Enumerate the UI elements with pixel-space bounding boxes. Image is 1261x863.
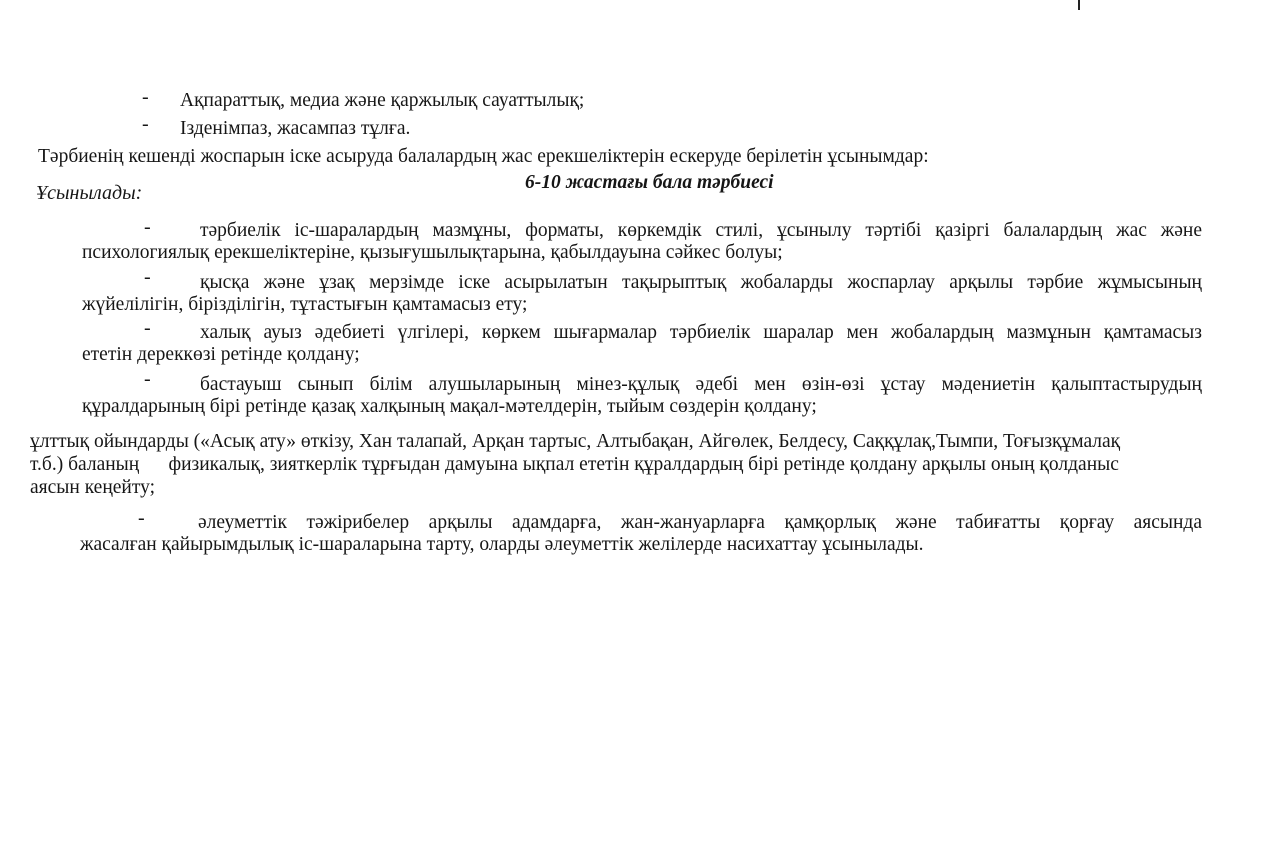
- recommendation-line: құралдарының бірі ретінде қазақ халқының мақал-мәтелдерін, тыйым сөздерін қолдану;: [82, 395, 817, 417]
- national-games-line: т.б.) баланың физикалық, зияткерлік тұрғыдан дамуына ықпал ететін құралдардың бірі ретінде қолдану арқылы оның қолданыс: [30, 454, 1119, 475]
- national-games-line: аясын кеңейту;: [30, 477, 156, 498]
- recommendation-line: ететін дереккөзі ретінде қолдану;: [82, 343, 360, 365]
- recommendation-line: халық ауыз әдебиеті үлгілері, көркем шығармалар тәрбиелік шаралар мен жобалардың мазмұнын қамтамасыз: [200, 322, 1202, 343]
- bullet-text-creative-person: Ізденімпаз, жасампаз тұлға.: [180, 118, 411, 139]
- recommendation-line: қысқа және ұзақ мерзімде іске асырылатын тақырыптық жобаларды жоспарлау арқылы тәрбие жұмысының: [200, 272, 1202, 293]
- bullet-marker: -: [144, 266, 151, 288]
- intro-sentence: Тәрбиенің кешенді жоспарын іске асыруда балалардың жас ерекшеліктерін ескеруде берілетін ұсынымдар:: [38, 146, 929, 167]
- bullet-marker: -: [142, 113, 149, 135]
- bullet-marker: -: [144, 216, 151, 238]
- recommend-label: Ұсынылады:: [36, 182, 143, 204]
- recommendation-item: [82, 322, 1202, 366]
- recommendation-line: тәрбиелік іс-шаралардың мазмұны, форматы, көркемдік стилі, ұсынылу тәртібі қазіргі балалардың жас және: [200, 220, 1202, 241]
- recommendation-line: бастауыш сынып білім алушыларының мінез-құлық әдебі мен өзін-өзі ұстау мәдениетін қалыптастырудың: [200, 374, 1202, 395]
- bullet-marker: -: [142, 86, 149, 108]
- page-edge-mark: [1078, 0, 1080, 10]
- age-group-subheading: 6-10 жастағы бала тәрбиесі: [525, 172, 774, 193]
- bullet-marker: -: [144, 368, 151, 390]
- recommendation-item: [82, 272, 1202, 316]
- recommendation-item: [82, 374, 1202, 418]
- national-games-line: ұлттық ойындарды («Асық ату» өткізу, Хан талапай, Арқан тартыс, Алтыбақан, Айгөлек, Белдесу, Саққұлақ,Тымпи, Тоғызқұмалақ: [30, 431, 1121, 452]
- bullet-marker: -: [138, 507, 145, 529]
- bullet-marker: -: [144, 317, 151, 339]
- recommendation-item: [82, 220, 1202, 264]
- recommendation-line: жүйелілігін, бірізділігін, тұтастығын қамтамасыз ету;: [82, 293, 528, 315]
- recommendation-line: жасалған қайырымдылық іс-шараларына тарту, оларды әлеуметтік желілерде насихаттау ұсынылады.: [80, 533, 924, 555]
- bullet-text-media-literacy: Ақпараттық, медиа және қаржылық сауаттылық;: [180, 90, 585, 111]
- recommendation-line: психологиялық ерекшеліктеріне, қызығушылықтарына, қабылдауына сәйкес болуы;: [82, 241, 783, 263]
- recommendation-item: [80, 512, 1202, 556]
- recommendation-line: әлеуметтік тәжірибелер арқылы адамдарға, жан-жануарларға қамқорлық және табиғатты қорғау аясында: [198, 512, 1202, 533]
